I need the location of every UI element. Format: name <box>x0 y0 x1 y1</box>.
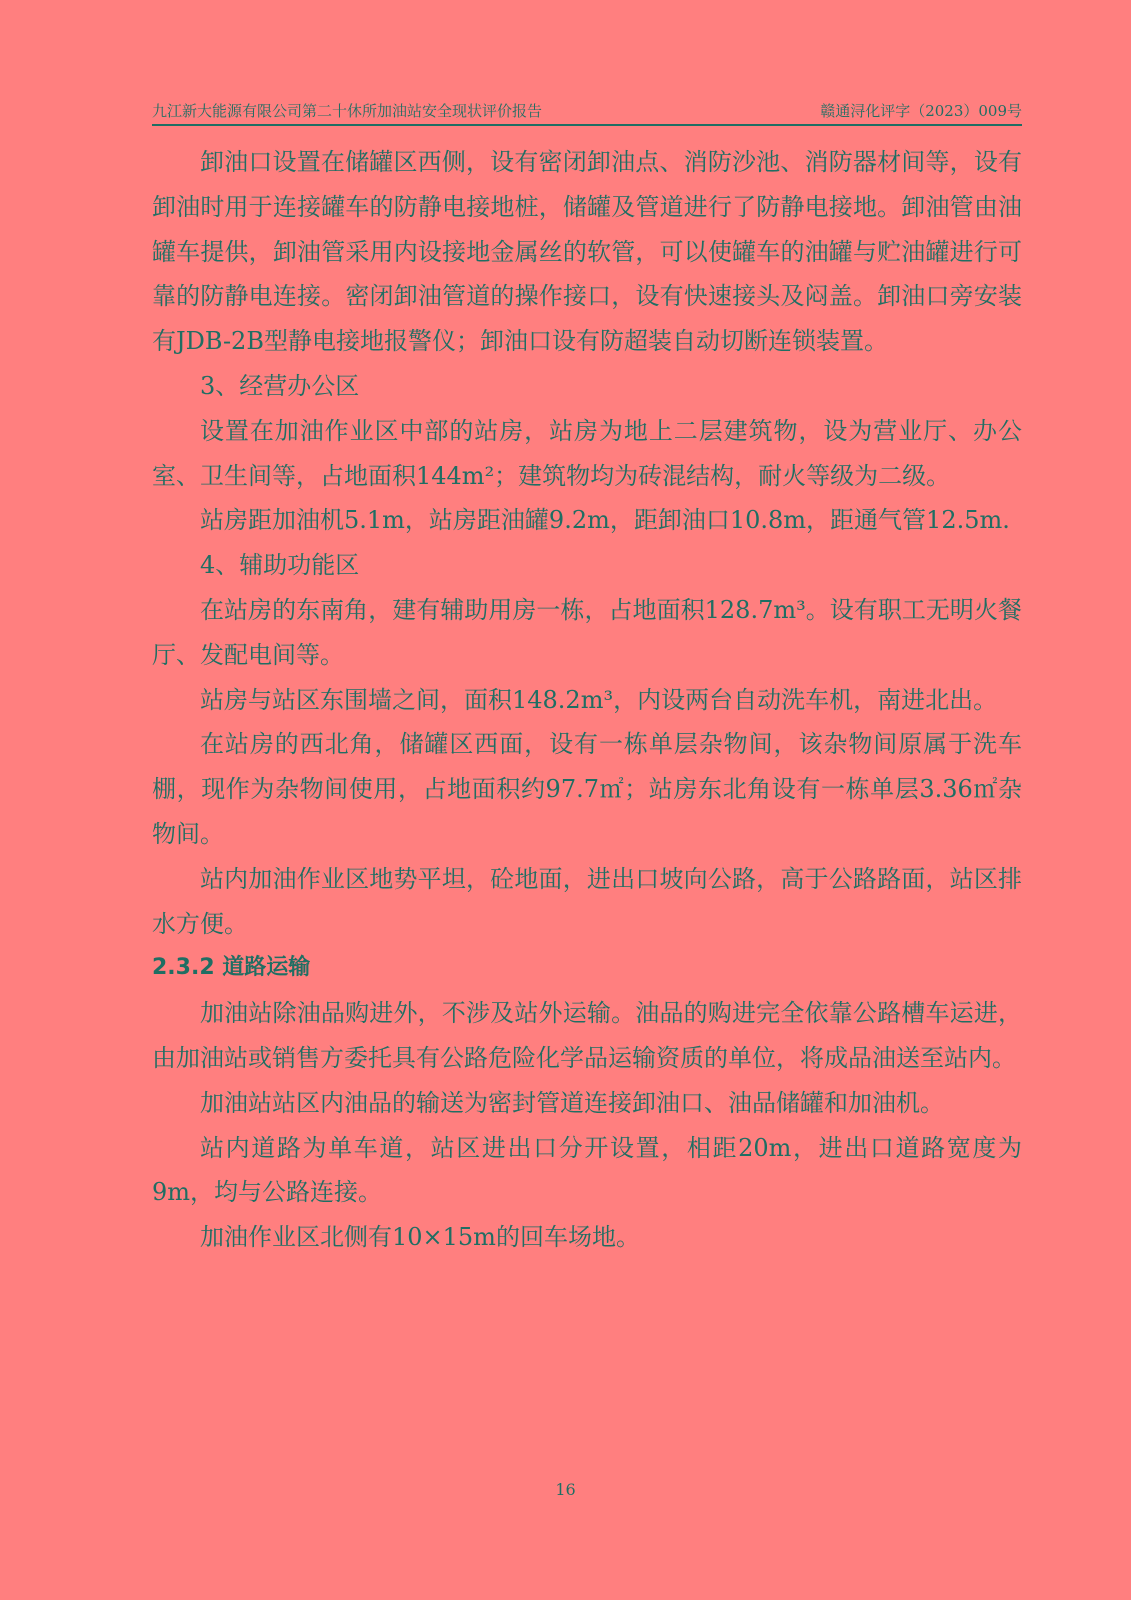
body-text <box>152 140 1022 1260</box>
paragraph: 站房距加油机5.1m，站房距油罐9.2m，距卸油口10.8m，距通气管12.5m. <box>200 506 1010 535</box>
header-report-number: 赣通浔化评字（2023）009号 <box>820 102 1022 120</box>
paragraph: 加油站站区内油品的输送为密封管道连接卸油口、油品储罐和加油机。 <box>200 1088 944 1117</box>
header-title: 九江新大能源有限公司第二十休所加油站安全现状评价报告 <box>152 102 543 120</box>
page-number: 16 <box>555 1480 576 1499</box>
paragraph: 加油站除油品购进外，不涉及站外运输。油品的购进完全依靠公路槽车运进，由加油站或销售方委托具有公路危险化学品运输资质的单位，将成品油送至站内。 <box>152 999 1022 1072</box>
subsection-heading: 4、辅助功能区 <box>200 551 360 580</box>
paragraph: 站内加油作业区地势平坦，砼地面，进出口坡向公路，高于公路路面，站区排水方便。 <box>152 864 1022 938</box>
paragraph: 站内道路为单车道，站区进出口分开设置，相距20m，进出口道路宽度为9m，均与公路连接。 <box>152 1133 1022 1207</box>
section-heading: 2.3.2 道路运输 <box>152 955 311 981</box>
paragraph: 卸油口设置在储罐区西侧，设有密闭卸油点、消防沙池、消防器材间等，设有卸油时用于连接罐车的防静电接地桩，储罐及管道进行了防静电接地。卸油管由油罐车提供，卸油管采用内设接地金属丝的软管，可以使罐车的油罐与贮油罐进行可靠的防静电连接。密闭卸油管道的操作接口，设有快速接头及闷盖。卸油口旁安装有JDB-2B型静电接地报警仪；卸油口设有防超装自动切断连锁装置。 <box>152 148 1022 356</box>
paragraph: 在站房的西北角，储罐区西面，设有一栋单层杂物间，该杂物间原属于洗车棚，现作为杂物间使用，占地面积约97.7㎡；站房东北角设有一栋单层3.36㎡杂物间。 <box>152 730 1022 848</box>
subsection-heading: 3、经营办公区 <box>200 371 360 400</box>
paragraph: 站房与站区东围墙之间，面积148.2m³，内设两台自动洗车机，南进北出。 <box>200 685 998 714</box>
page-header <box>152 96 1022 126</box>
paragraph: 在站房的东南角，建有辅助用房一栋，占地面积128.7m³。设有职工无明火餐厅、发配电间等。 <box>152 595 1022 669</box>
paragraph: 设置在加油作业区中部的站房，站房为地上二层建筑物，设为营业厅、办公室、卫生间等，占地面积144m²；建筑物均为砖混结构，耐火等级为二级。 <box>152 416 1022 490</box>
paragraph: 加油作业区北侧有10×15m的回车场地。 <box>200 1223 640 1252</box>
